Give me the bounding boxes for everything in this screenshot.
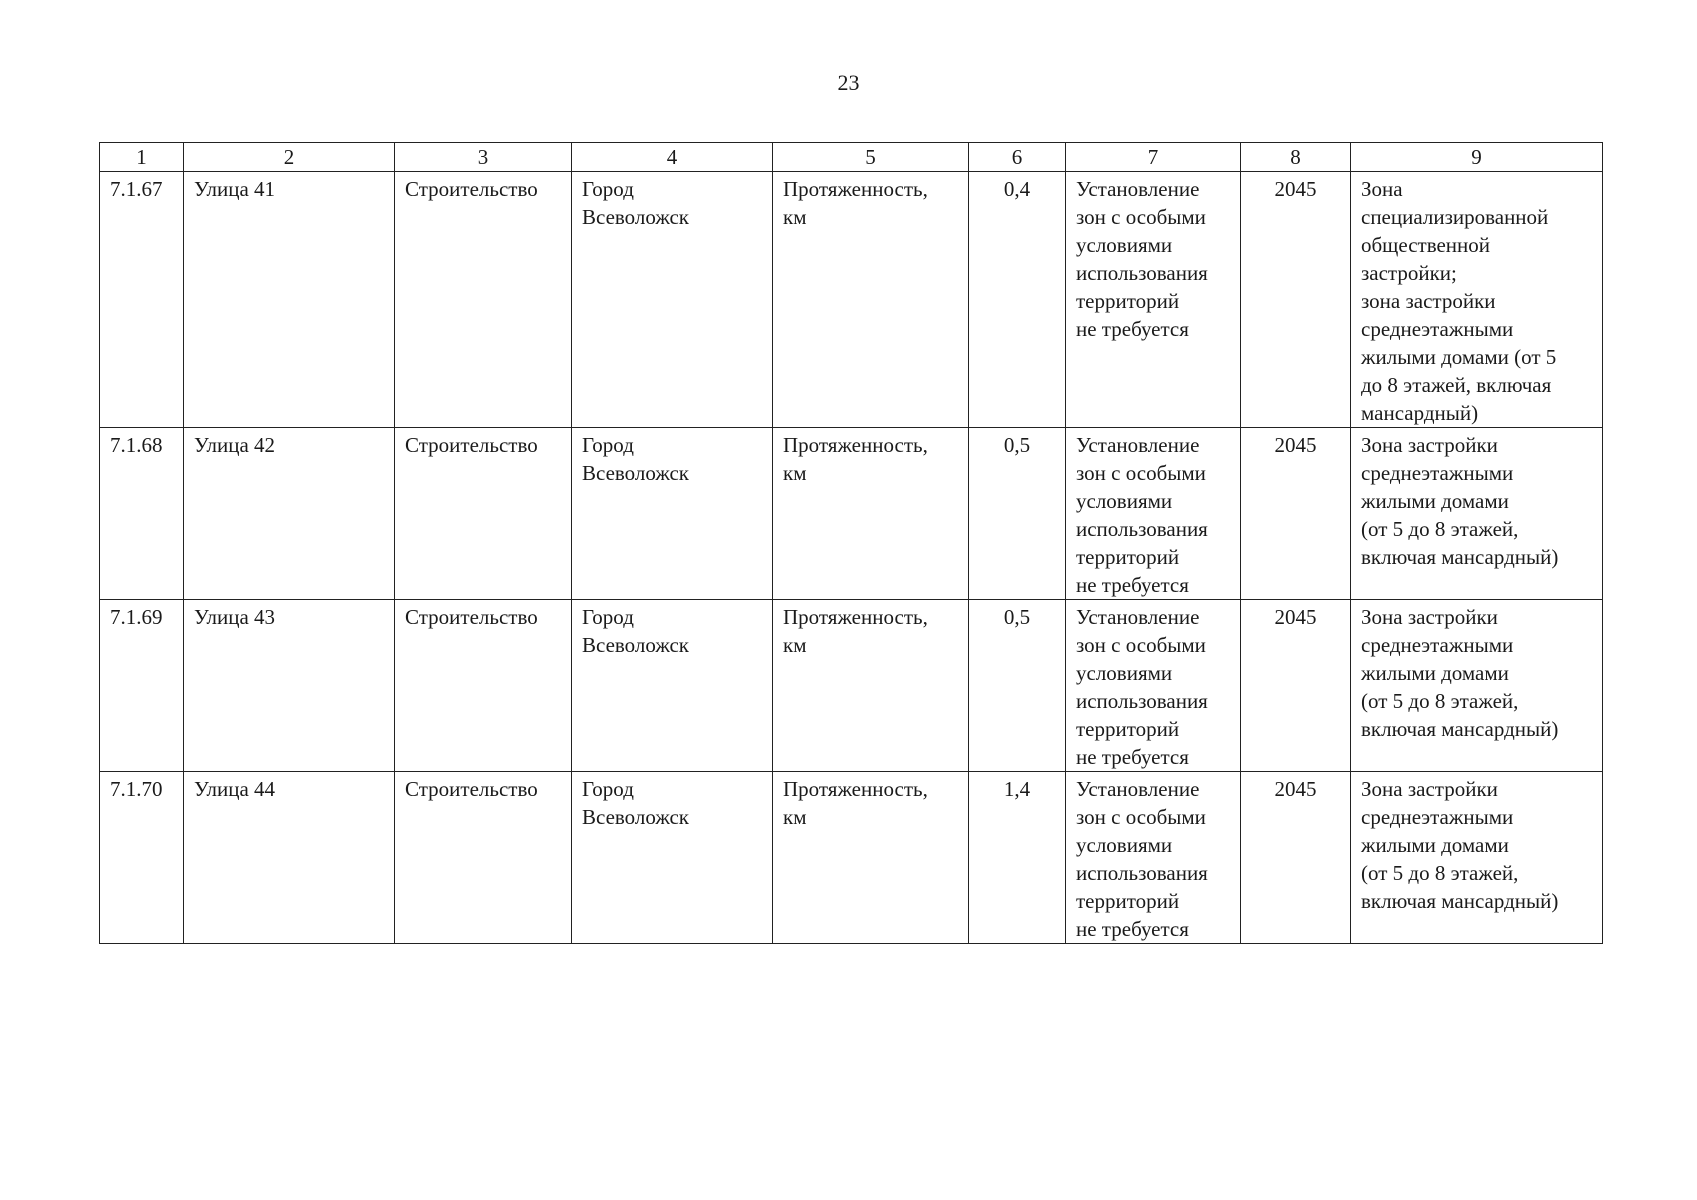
cell-value: 0,5 bbox=[969, 600, 1066, 772]
cell-value: 1,4 bbox=[969, 772, 1066, 944]
cell-zones: Установление зон с особыми условиями использования территорий не требуется bbox=[1066, 600, 1241, 772]
cell-number: 7.1.70 bbox=[100, 772, 184, 944]
cell-zones: Установление зон с особыми условиями использования территорий не требуется bbox=[1066, 172, 1241, 428]
cell-zones: Установление зон с особыми условиями использования территорий не требуется bbox=[1066, 428, 1241, 600]
cell-action: Строительство bbox=[395, 600, 572, 772]
cell-functional-zone: Зона застройки среднеэтажными жилыми домами (от 5 до 8 этажей, включая мансардный) bbox=[1351, 772, 1603, 944]
column-header: 6 bbox=[969, 143, 1066, 172]
cell-zones: Установление зон с особыми условиями использования территорий не требуется bbox=[1066, 772, 1241, 944]
cell-action: Строительство bbox=[395, 772, 572, 944]
cell-parameter: Протяженность, км bbox=[773, 428, 969, 600]
column-header: 4 bbox=[572, 143, 773, 172]
column-header: 8 bbox=[1241, 143, 1351, 172]
cell-parameter: Протяженность, км bbox=[773, 172, 969, 428]
column-header: 2 bbox=[184, 143, 395, 172]
cell-year: 2045 bbox=[1241, 600, 1351, 772]
cell-parameter: Протяженность, км bbox=[773, 600, 969, 772]
table-row bbox=[100, 600, 1603, 772]
column-header: 7 bbox=[1066, 143, 1241, 172]
cell-functional-zone: Зона специализированной общественной застройки; зона застройки среднеэтажными жилыми домами (от 5 до 8 этажей, включая мансардный) bbox=[1351, 172, 1603, 428]
cell-location: Город Всеволожск bbox=[572, 428, 773, 600]
page-number: 23 bbox=[837, 70, 860, 95]
cell-year: 2045 bbox=[1241, 428, 1351, 600]
cell-parameter: Протяженность, км bbox=[773, 772, 969, 944]
cell-location: Город Всеволожск bbox=[572, 172, 773, 428]
cell-value: 0,4 bbox=[969, 172, 1066, 428]
column-header: 9 bbox=[1351, 143, 1603, 172]
column-header: 1 bbox=[100, 143, 184, 172]
cell-value: 0,5 bbox=[969, 428, 1066, 600]
cell-name: Улица 41 bbox=[184, 172, 395, 428]
cell-action: Строительство bbox=[395, 428, 572, 600]
cell-location: Город Всеволожск bbox=[572, 600, 773, 772]
cell-number: 7.1.69 bbox=[100, 600, 184, 772]
table-row bbox=[100, 772, 1603, 944]
table-header-row bbox=[100, 143, 1603, 172]
cell-number: 7.1.67 bbox=[100, 172, 184, 428]
cell-name: Улица 44 bbox=[184, 772, 395, 944]
cell-name: Улица 42 bbox=[184, 428, 395, 600]
table-row bbox=[100, 428, 1603, 600]
cell-year: 2045 bbox=[1241, 772, 1351, 944]
objects-table bbox=[99, 142, 1603, 944]
cell-year: 2045 bbox=[1241, 172, 1351, 428]
column-header: 5 bbox=[773, 143, 969, 172]
cell-location: Город Всеволожск bbox=[572, 772, 773, 944]
cell-number: 7.1.68 bbox=[100, 428, 184, 600]
column-header: 3 bbox=[395, 143, 572, 172]
cell-name: Улица 43 bbox=[184, 600, 395, 772]
table-row bbox=[100, 172, 1603, 428]
cell-functional-zone: Зона застройки среднеэтажными жилыми домами (от 5 до 8 этажей, включая мансардный) bbox=[1351, 600, 1603, 772]
cell-action: Строительство bbox=[395, 172, 572, 428]
cell-functional-zone: Зона застройки среднеэтажными жилыми домами (от 5 до 8 этажей, включая мансардный) bbox=[1351, 428, 1603, 600]
